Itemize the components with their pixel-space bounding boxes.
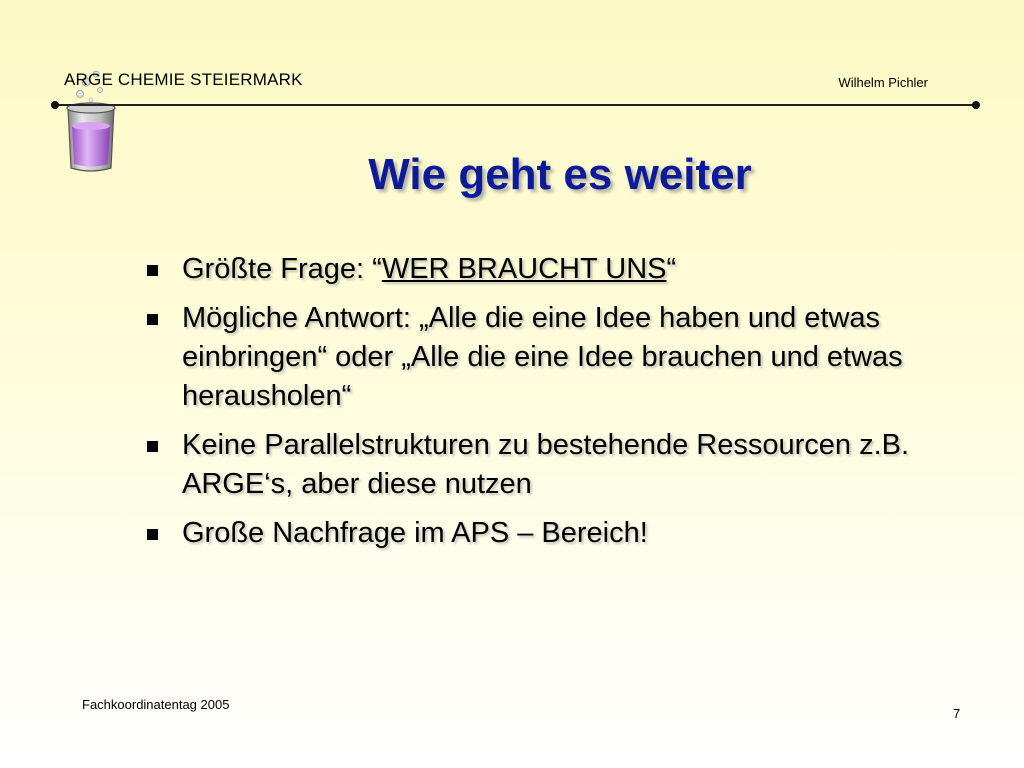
bullet-text: Große Nachfrage im APS – Bereich! bbox=[182, 517, 648, 549]
bullet-text-emphasis: WER BRAUCHT UNS bbox=[381, 253, 667, 285]
header-organization: ARGE CHEMIE STEIERMARK bbox=[64, 70, 303, 89]
header-author: Wilhelm Pichler bbox=[838, 75, 928, 90]
bullet-text: Keine Parallelstrukturen zu bestehende Ressourcen z.B. ARGE‘s, aber diese nutzen bbox=[182, 429, 910, 500]
bullet-text: Mögliche Antwort: „Alle die eine Idee haben und etwas einbringen“ oder „Alle die eine Idee brauchen und etwas herausholen“ bbox=[182, 302, 903, 412]
bullet-item bbox=[144, 299, 924, 416]
divider-end-dot-right bbox=[972, 101, 980, 109]
bullet-list bbox=[144, 250, 924, 563]
square-bullet-icon bbox=[147, 529, 158, 540]
bullet-item bbox=[144, 514, 924, 553]
bullet-item bbox=[144, 250, 924, 289]
bullet-text-suffix: “ bbox=[666, 253, 677, 285]
square-bullet-icon bbox=[147, 314, 158, 325]
bullet-item bbox=[144, 426, 924, 504]
bullet-text-prefix: Größte Frage: “ bbox=[182, 253, 382, 285]
header-divider bbox=[56, 104, 976, 106]
divider-end-dot-left bbox=[51, 101, 59, 109]
footer-event: Fachkoordinatentag 2005 bbox=[82, 697, 230, 712]
page-number: 7 bbox=[953, 706, 961, 721]
square-bullet-icon bbox=[147, 441, 158, 452]
slide-title: Wie geht es weiter bbox=[368, 150, 752, 199]
square-bullet-icon bbox=[147, 265, 158, 276]
